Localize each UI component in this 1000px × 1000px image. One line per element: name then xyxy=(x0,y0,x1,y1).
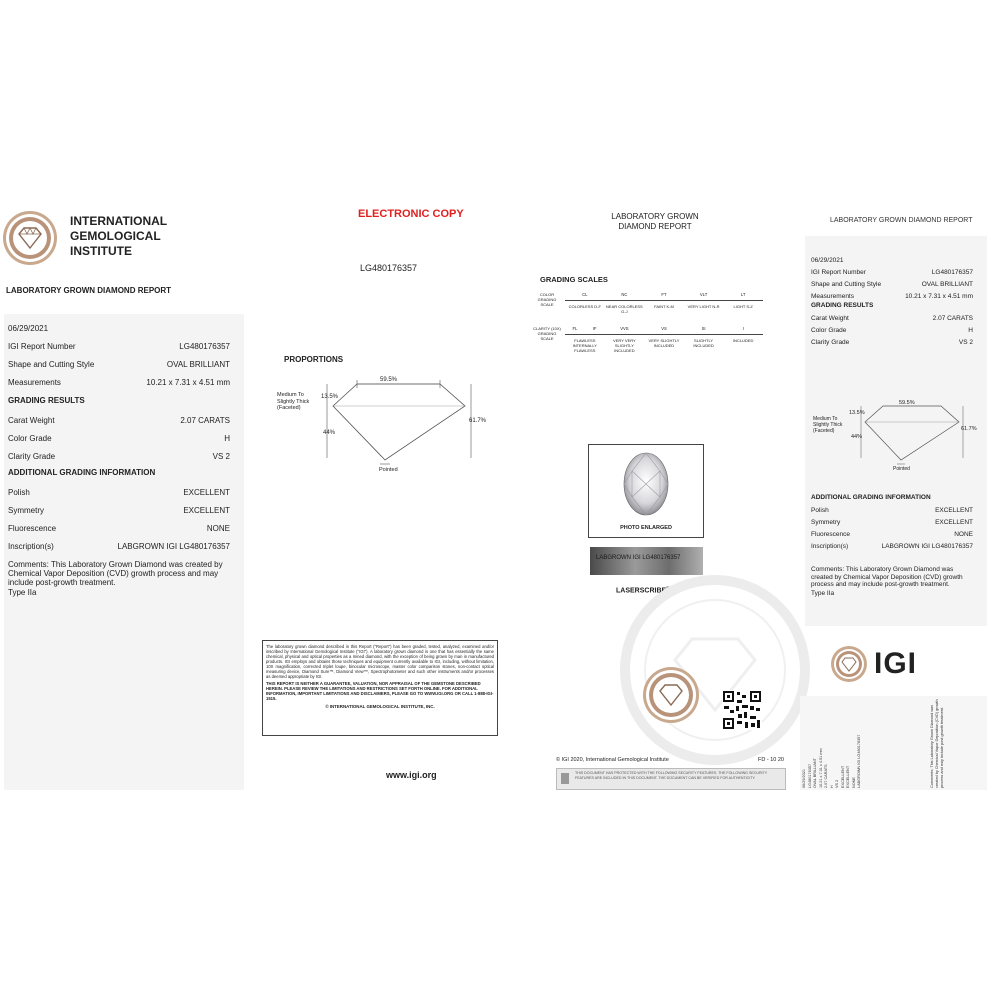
right-grading-value: H xyxy=(968,327,973,334)
left-grading-title: GRADING RESULTS xyxy=(8,396,85,405)
mini-inscription: LABGROWN IGI LG480176357 xyxy=(857,734,861,788)
clarity-scale-values xyxy=(565,338,763,353)
left-grading-label: Clarity Grade xyxy=(8,452,56,461)
left-field-value: 10.21 x 7.31 x 4.51 mm xyxy=(146,378,230,387)
right-additional-label: Symmetry xyxy=(811,519,841,526)
laserscribe-sup: SM xyxy=(666,585,673,590)
left-grading-value: 2.07 CARATS xyxy=(180,416,230,425)
igi-brand-logo xyxy=(830,644,917,684)
right-field-value: OVAL BRILLIANT xyxy=(921,281,973,288)
institute-line-2: GEMOLOGICAL xyxy=(70,229,161,243)
left-field-label: IGI Report Number xyxy=(8,342,76,351)
right-field-label: Shape and Cutting Style xyxy=(811,281,882,288)
clarity-head: VS xyxy=(661,326,667,331)
mini-measurements: 10.21 x 7.31 x 4.51 mm xyxy=(818,748,823,788)
laserscribe-text: LASERSCRIBE xyxy=(616,587,667,595)
right-culet-label: Pointed xyxy=(893,466,910,472)
right-comments: Comments: This Laboratory Grown Diamond was created by Chemical Vapor Deposition (CVD) growth process and may include post-growth treatment. xyxy=(811,566,963,588)
left-grading-label: Color Grade xyxy=(8,434,52,443)
color-head: LT xyxy=(740,292,746,297)
right-grading-title: GRADING RESULTS xyxy=(811,302,874,309)
igi-seal-logo xyxy=(2,210,58,266)
right-grading-label: Carat Weight xyxy=(811,315,849,322)
left-report-title: LABORATORY GROWN DIAMOND REPORT xyxy=(6,286,172,295)
clarity-scale-heads xyxy=(565,326,763,331)
left-additional-label: Inscription(s) xyxy=(8,542,54,551)
left-field-label: Measurements xyxy=(8,378,61,387)
right-grading-value: VS 2 xyxy=(958,339,973,346)
left-grading-value: H xyxy=(224,434,230,443)
clarity-value: FLAWLESS INTERNALLY FLAWLESS xyxy=(572,338,597,353)
clarity-head: IF xyxy=(592,326,597,331)
institute-name xyxy=(70,214,167,259)
left-grading-label: Carat Weight xyxy=(8,416,55,425)
color-value: LIGHT S-Z xyxy=(733,304,753,309)
left-additional-title: ADDITIONAL GRADING INFORMATION xyxy=(8,468,156,477)
mini-shape: OVAL BRILLIANT xyxy=(813,758,817,788)
right-crown-percent: 13.5% xyxy=(849,410,865,416)
right-grading-label: Color Grade xyxy=(811,327,847,334)
right-details-box xyxy=(805,236,987,626)
electronic-copy-label: ELECTRONIC COPY xyxy=(358,208,464,220)
left-type: Type IIa xyxy=(8,588,37,597)
document-icon xyxy=(561,773,569,784)
color-head: FT xyxy=(661,292,667,297)
pavilion-percent: 44% xyxy=(323,430,336,436)
website-link[interactable]: www.igi.org xyxy=(386,770,437,780)
laser-inscription-image xyxy=(590,547,703,575)
right-additional-label: Inscription(s) xyxy=(811,543,849,550)
institute-line-3: INSTITUTE xyxy=(70,244,132,258)
right-additional-title: ADDITIONAL GRADING INFORMATION xyxy=(811,494,931,501)
right-additional-value: EXCELLENT xyxy=(935,507,973,514)
color-scale-label: COLOR GRADING SCALE xyxy=(537,292,557,307)
color-head: VLT xyxy=(699,292,708,297)
mini-date: 06/29/2021 xyxy=(802,768,806,788)
color-value: COLORLESS D-F xyxy=(568,304,601,309)
clarity-value: VERY SLIGHTLY INCLUDED xyxy=(648,338,680,348)
center-title-line-2: DIAMOND REPORT xyxy=(618,222,692,231)
color-grading-scale xyxy=(533,290,765,324)
right-field-label: IGI Report Number xyxy=(811,269,866,276)
proportions-diagram xyxy=(275,372,500,477)
color-value: NEAR COLORLESS G-J xyxy=(606,304,643,314)
igi-seal-small xyxy=(642,666,700,724)
depth-percent: 61.7% xyxy=(469,418,487,424)
right-depth-percent: 61.7% xyxy=(961,426,977,432)
mini-clarity: VS 2 xyxy=(835,779,839,788)
left-report-panel xyxy=(0,200,245,790)
clarity-head: FL xyxy=(572,326,578,331)
disclaimer-text: The laboratory grown diamond described in this Report ("Report") has been graded, tested, analyzed, examined and/or inscribed by International Gemological Institute ("IGI"). A laboratory grown diamond is one that has essentially the same chemical, physical and optical properties as a mined diamond, with the exception of being grown by man in manufactured products. IGI employs and obtains those techniques and equipment currently available to IGI, including, without limitation, 10X magnification, corrected triplet loupe, binocular microscope, master color comparison stones, non-contact optical measuring device, Diamond Sure™, Diamond View™, Spectrophotometer and such other instruments and/or processes as deemed appropriate by IGI. xyxy=(266,644,494,679)
clarity-head: VVS xyxy=(620,326,629,331)
right-table-percent: 59.5% xyxy=(899,400,915,406)
center-title-line-1: LABORATORY GROWN xyxy=(611,212,699,221)
mini-symmetry: EXCELLENT xyxy=(846,765,850,788)
clarity-scale-label: CLARITY (10X) GRADING SCALE xyxy=(533,326,561,341)
security-strip xyxy=(556,768,786,790)
center-footer-copyright: © IGI 2020, International Gemological Institute xyxy=(556,757,669,763)
clarity-value: VERY VERY SLIGHTLY INCLUDED xyxy=(613,338,636,353)
right-field-label: Measurements xyxy=(811,293,854,300)
diamond-photo-box xyxy=(588,444,704,538)
right-grading-label: Clarity Grade xyxy=(811,339,850,346)
color-head: CL xyxy=(582,292,588,297)
left-additional-value: NONE xyxy=(206,524,230,533)
mini-rotated-report xyxy=(800,696,987,790)
left-comments: Comments: This Laboratory Grown Diamond was created by Chemical Vapor Deposition (CVD) growth process and may include post-growth treatment. xyxy=(8,560,223,587)
left-date: 06/29/2021 xyxy=(8,324,49,333)
left-additional-value: EXCELLENT xyxy=(183,488,230,497)
oval-diamond-image xyxy=(622,451,670,517)
color-scale-values xyxy=(565,304,763,314)
right-field-value: 10.21 x 7.31 x 4.51 mm xyxy=(905,293,973,300)
right-field-value: LG480176357 xyxy=(931,269,973,276)
right-grading-value: 2.07 CARATS xyxy=(932,315,973,322)
disclaimer-bold: THIS REPORT IS NEITHER A GUARANTEE, VALUATION, NOR APPRAISAL OF THE GEMSTONE DESCRIBED HEREIN. PLEASE REVIEW THE LIMITATIONS AND RESTRICTIONS SET FORTH ONLINE. FOR ADDITIONAL INFORMATION, IMPORTANT LIMITATIONS AND DISCLAIMERS, PLEASE GO TO WWW.IGI.ORG OR CALL 1-888-IGI-1515. xyxy=(266,681,494,701)
grading-scales-title: GRADING SCALES xyxy=(540,275,608,284)
laser-inscription-text: LABGROWN IGI LG480176357 xyxy=(596,555,681,561)
crown-percent: 13.5% xyxy=(321,394,339,400)
right-additional-value: LABGROWN IGI LG480176357 xyxy=(881,543,973,550)
right-proportions-diagram xyxy=(811,398,983,474)
left-additional-value: EXCELLENT xyxy=(183,506,230,515)
center-footer-code: FD - 10 20 xyxy=(758,757,784,763)
mini-report-number: LG480176357 xyxy=(807,763,812,788)
mini-comments: Comments: This Laboratory Grown Diamond was created by Chemical Vapor Deposition (CVD) growth process and may include post-growth treatment. xyxy=(930,699,944,788)
igi-seal-brand-icon xyxy=(830,645,868,683)
right-pavilion-percent: 44% xyxy=(851,434,863,440)
right-additional-label: Fluorescence xyxy=(811,531,851,538)
igi-brand-text: IGI xyxy=(874,647,918,680)
left-additional-label: Fluorescence xyxy=(8,524,57,533)
mini-fluorescence: NONE xyxy=(851,777,856,788)
institute-line-1: INTERNATIONAL xyxy=(70,214,168,228)
table-percent: 59.5% xyxy=(380,377,398,383)
culet-label: Pointed xyxy=(379,467,398,473)
left-additional-value: LABGROWN IGI LG480176357 xyxy=(117,542,230,551)
color-head: NC xyxy=(621,292,628,297)
qr-code-icon[interactable] xyxy=(722,690,762,730)
clarity-value: INCLUDED xyxy=(732,338,754,343)
disclaimer-copyright: © INTERNATIONAL GEMOLOGICAL INSTITUTE, INC. xyxy=(325,704,435,709)
left-field-value: OVAL BRILLIANT xyxy=(166,360,230,369)
clarity-head: I xyxy=(742,326,744,331)
color-value: VERY LIGHT N-R xyxy=(687,304,720,309)
disclaimer-box xyxy=(262,640,498,736)
clarity-head: SI xyxy=(701,326,706,331)
center-title xyxy=(590,212,720,232)
left-grading-value: VS 2 xyxy=(212,452,230,461)
right-additional-value: NONE xyxy=(954,531,973,538)
right-additional-value: EXCELLENT xyxy=(935,519,973,526)
photo-caption: PHOTO ENLARGED xyxy=(620,525,672,531)
right-additional-label: Polish xyxy=(811,507,829,514)
left-field-label: Shape and Cutting Style xyxy=(8,360,95,369)
clarity-value: SLIGHTLY INCLUDED xyxy=(693,338,714,348)
middle-report-number: LG480176357 xyxy=(360,263,418,273)
color-value: FAINT K-M xyxy=(654,304,674,309)
right-date: 06/29/2021 xyxy=(811,257,844,264)
mini-carat: 2.07 CARATS xyxy=(824,764,828,788)
clarity-grading-scale xyxy=(533,324,765,356)
left-field-value: LG480176357 xyxy=(179,342,230,351)
mini-polish: EXCELLENT xyxy=(840,765,845,788)
color-scale-heads xyxy=(565,292,763,297)
girdle-label: Medium To Slightly Thick (Faceted) xyxy=(277,392,310,411)
left-additional-label: Symmetry xyxy=(8,506,44,515)
mini-color: H xyxy=(829,785,834,788)
proportions-title: PROPORTIONS xyxy=(284,355,344,364)
left-additional-label: Polish xyxy=(8,488,30,497)
right-type: Type IIa xyxy=(811,590,835,597)
right-report-title: LABORATORY GROWN DIAMOND REPORT xyxy=(830,217,973,224)
left-details-box xyxy=(4,314,244,790)
right-girdle-label: Medium To Slightly Thick (Faceted) xyxy=(813,416,843,434)
security-text: THIS DOCUMENT HAS PROTECTED WITH THE FOLLOWING SECURITY FEATURES. THE FOLLOWING SECURITY FEATURES ARE INCLUDED IN THIS DOCUMENT. THE DOCUMENT CAN BE VERIFIED FOR AUTHENTICITY. xyxy=(575,771,768,780)
